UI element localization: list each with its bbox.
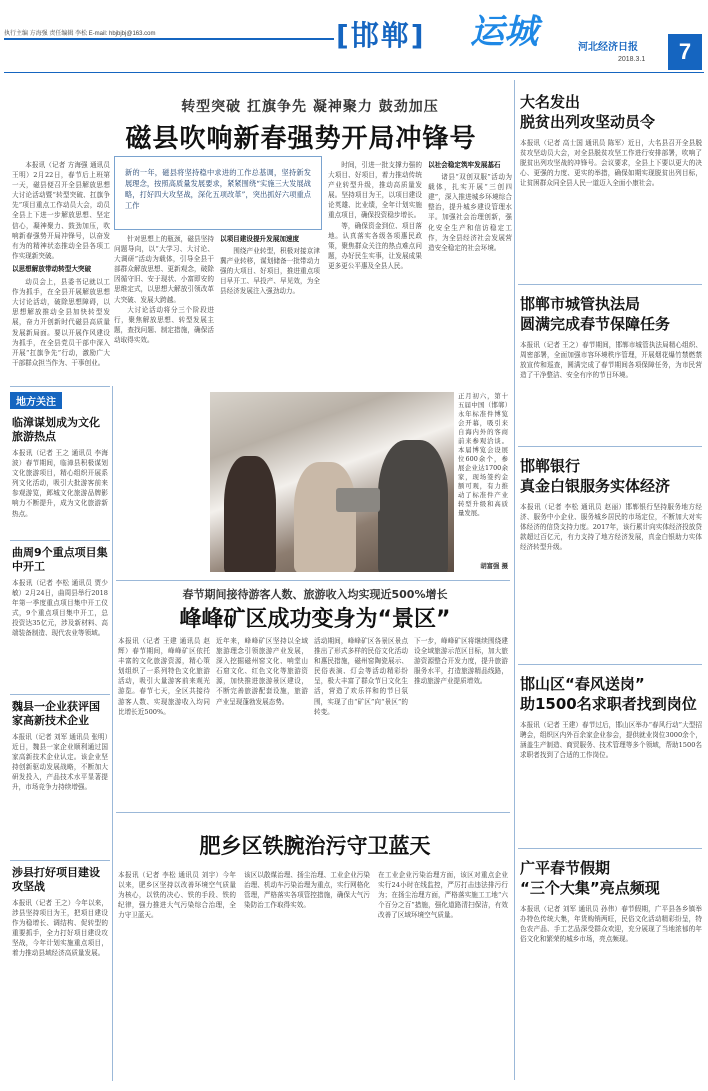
photo-product xyxy=(336,488,380,512)
third-story-top-rule xyxy=(116,812,510,813)
right-divider-2 xyxy=(518,446,702,447)
lead-pullquote-box xyxy=(114,156,322,230)
third-col-1: 本报讯（记者 李松 通讯员 刘宇）今年以来，肥乡区坚持以改善环境空气质量为核心，以铁的决心、铁的手段、铁的纪律，强力推进大气污染综合治理，全力守卫蓝天。 xyxy=(118,871,236,920)
lead-col4b-text: 诸县“双创双服”活动为载体，扎实开展“三创四建”，深入推进城乡环境综合整治，提升城乡建设管理水平。加强社会治理创新，强化安全生产和信访稳定工作，为全县经济社会发展营造安全稳定的社会环境。 xyxy=(428,173,512,252)
lead-col3-text: 时间，引进一批支撑力强的大项目、好项目，着力推动传统产业转型升级，推动高质量发展。坚持项目为王，以项目建设论英雄、比业绩，全年计划实施重点项目，确保投资稳步增长。 xyxy=(328,161,422,220)
quicklist-divider-1 xyxy=(10,540,110,541)
second-col-2: 近年来，峰峰矿区坚持以全域旅游理念引领旅游产业发展，深入挖掘磁州窑文化、响堂山石窟文化、红色文化等旅游资源，加快推进旅游景区建设，不断完善旅游配套设施，旅游产业呈现蓬勃发展态势。 xyxy=(216,637,308,706)
masthead-bottom-rule xyxy=(4,72,704,73)
photo-person-left xyxy=(224,456,276,572)
right-item-text: 本报讯（记者 李松 通讯员 赵丽）邯郸银行坚持服务地方经济、服务中小企业、服务城乡居民的市场定位，不断加大对实体经济的信贷支持力度。2017年，该行累计向实体经济投放贷款超过百亿元，有力支持了地方经济发展，真金白银助力实体经济转型升级。 xyxy=(520,503,702,552)
right-item-text: 本报讯（记者 王之）春节期间，邯郸市城管执法局精心组织、周密部署，全面加强市容环境秩序管理，开展烟花爆竹禁燃禁放宣传和巡查，圆满完成了春节期间各项保障任务，为市民营造了干净整洁、安全有序的节日环境。 xyxy=(520,341,702,380)
quicklist-item-2 xyxy=(12,546,108,686)
quicklist-tag-label: 地方关注 xyxy=(10,392,62,409)
masthead-brand-right: 运城 xyxy=(470,12,538,52)
right-item-1 xyxy=(520,92,702,288)
right-divider-4 xyxy=(518,848,702,849)
quicklist-item-text: 本报讯（记者 刘军 通讯员 张明）近日，魏县一家企业顺利通过国家高新技术企业认定。该企业坚持创新驱动发展战略，不断加大研发投入，产品技术水平显著提升，市场竞争力持续增强。 xyxy=(12,733,108,792)
right-item-headline: 广平春节假期 “三个大集”亮点频现 xyxy=(520,859,660,897)
third-col-2: 该区以散煤治理、扬尘治理、工业企业污染治理、机动车污染治理为重点，实行网格化管理，严格落实各项管控措施，确保大气污染防治工作取得实效。 xyxy=(244,871,370,910)
lead-kicker: 转型突破 扛旗争先 凝神聚力 鼓劲加压 xyxy=(181,99,439,115)
right-item-headline: 邯郸银行 真金白银服务实体经济 xyxy=(520,457,671,495)
lead-subhead-3: 以社会稳定筑牢发展基石 xyxy=(428,161,501,169)
lead-col2b-text: 大讨论活动将分三个阶段进行，聚焦解放思想、转型发展主题，查找问题、制定措施，确保活动取得实效。 xyxy=(114,305,214,344)
right-item-2 xyxy=(520,294,702,440)
quicklist-item-text: 本报讯（记者 王之）今年以来，涉县坚持项目为王，把项目建设作为稳增长、调结构、促转型的重要抓手，全力打好项目建设攻坚战，今年计划实施重点项目，着力推动县域经济高质量发展。 xyxy=(12,899,108,958)
lead-col-2 xyxy=(114,234,214,384)
quicklist-item-headline: 魏县一企业获评国家高新技术企业 xyxy=(12,700,100,727)
staff-line: 执行主编 方海强 责任编辑 李松 E-mail: hbjbjbj@163.com xyxy=(4,31,156,37)
quicklist-tag xyxy=(10,392,62,409)
page-number: 7 xyxy=(668,34,702,70)
right-item-headline: 大名发出 脱贫出列攻坚动员令 xyxy=(520,93,656,131)
lead-col1-text: 本报讯（记者 方海强 通讯员 王明）2月22日，春节后上班第一天，磁县便召开全县解放思想大讨论活动暨“转型突破、扛旗争先”项目重点工作动员大会，动员全县上下进一步解放思想、坚定信心，凝神聚力、鼓劲加压，吹响新春强势开局冲锋号，以奋发有为的精神状态推动全县各项工作实现新突破。 xyxy=(12,161,110,260)
second-col-3: 活动期间，峰峰矿区各景区景点推出了形式多样的民俗文化活动和惠民措施，磁州窑陶瓷展示、民俗表演、灯会等活动精彩纷呈，极大丰富了群众节日文化生活，营造了欢乐祥和的节日氛围，实现了由“矿区”向“景区”的转变。 xyxy=(314,637,408,716)
third-col-3: 在工业企业污染治理方面，该区对重点企业实行24小时在线监控，严厉打击违法排污行为；在扬尘治理方面，严格落实施工工地“六个百分之百”措施，强化道路清扫保洁，有效改善了区域环境空气质量。 xyxy=(378,871,508,920)
photo-person-right xyxy=(378,440,448,572)
quicklist-item-headline: 临漳谋划成为文化旅游热点 xyxy=(12,416,100,443)
right-column-rule xyxy=(514,80,515,1080)
quicklist-item-1 xyxy=(12,416,108,558)
quicklist-item-text: 本报讯（记者 李松 通讯员 贾少敏）2月24日，曲周县举行2018年第一季度重点项目集中开工仪式，9个重点项目集中开工，总投资达35亿元，涉及新材料、高端装备制造、现代农业等领域。 xyxy=(12,579,108,638)
issue-date: 2018.3.1 xyxy=(618,56,646,63)
quicklist-item-text: 本报讯（记者 王之 通讯员 李海波）春节期间，临漳县积极谋划文化旅游项目，精心组织开展系列文化活动，吸引大批游客前来参观游览，邺城文化旅游品牌影响力不断提升，成为文化旅游新热点。 xyxy=(12,449,108,518)
right-item-4 xyxy=(520,674,702,844)
left-column-rule xyxy=(112,386,113,1081)
second-kicker: 春节期间接待游客人数、旅游收入均实现近500%增长 xyxy=(182,588,448,601)
lead-subhead-2: 以项目建设提升发展加速度 xyxy=(220,235,300,243)
right-item-text: 本报讯（记者 王建）春节过后，邯山区举办“春风行动”大型招聘会，组织区内外百余家企业参会，提供就业岗位3000余个，涵盖生产制造、商贸服务、技术管理等多个领域，帮助1500名求职者找到了合适的工作岗位。 xyxy=(520,721,702,760)
right-divider-1 xyxy=(518,284,702,285)
right-divider-3 xyxy=(518,664,702,665)
lead-subhead-1: 以思想解放带动转型大突破 xyxy=(12,264,92,273)
right-item-5 xyxy=(520,858,702,1074)
paper-name: 河北经济日报 xyxy=(578,42,638,53)
lead-col4-text: 等，确保资金到位、项目落地。认真落实各级各项惠民政策，聚焦群众关注的热点难点问题，办好民生实事，让发展成果更多更公平惠及全县人民。 xyxy=(328,221,422,270)
lead-col3b-text: 围绕产业转型，积极对接京津冀产业转移，谋划储备一批带动力强的大项目、好项目，推进重点项目早开工、早投产、早见效，为全县经济发展注入强劲动力。 xyxy=(220,247,320,296)
right-item-3 xyxy=(520,456,702,652)
photo-caption: 正月初六，第十五届中国（邯郸）永年标准件博览会开幕，吸引来自海内外的客商前来参观洽谈。本届博览会设展位600余个，参展企业达1700余家，现场签约金额可观，有力推动了标准件产业转型升级和高质量发展。 xyxy=(458,392,508,517)
second-headline: 峰峰矿区成功变身为“景区” xyxy=(179,607,451,632)
quicklist-item-headline: 涉县打好项目建设攻坚战 xyxy=(12,866,100,893)
quicklist-divider-2 xyxy=(10,694,110,695)
lead-col2-text: 针对思想上的瓶颈，磁县坚持问题导向，以“大学习、大讨论、大调研”活动为载体，引导全县干部群众解放思想、更新观念，破除因循守旧、安于现状、小富即安的思维定式，以思想大解放引领改革大突破、发展大跨越。 xyxy=(114,235,214,304)
quicklist-item-3 xyxy=(12,700,108,840)
quicklist-divider-3 xyxy=(10,860,110,861)
lead-col-1 xyxy=(12,160,110,380)
lead-col-5 xyxy=(428,160,512,380)
masthead-brand-left: [邯郸] xyxy=(336,19,426,52)
news-photo xyxy=(210,392,454,572)
masthead-rule-left xyxy=(4,38,334,40)
quicklist-item-4 xyxy=(12,866,108,1078)
right-item-text: 本报讯（记者 刘军 通讯员 孙伟）春节假期，广平县各乡镇举办特色传统大集，年货购销两旺，民俗文化活动精彩纷呈，特色农产品、手工艺品深受群众欢迎，充分展现了当地浓郁的年俗文化和繁荣的城乡市场，亮点频现。 xyxy=(520,905,702,944)
lead-col-4 xyxy=(328,160,422,380)
quicklist-top-rule xyxy=(10,386,110,387)
right-item-headline: 邯山区“春风送岗” 助1500名求职者找到岗位 xyxy=(520,675,697,713)
lead-col-3 xyxy=(220,234,320,384)
lead-headline: 磁县吹响新春强势开局冲锋号 xyxy=(125,124,477,154)
lead-col1b-text: 动员会上，县委书记就以工作为抓手，在全县开展解放思想大讨论活动，破除思想障碍，以思想解放推动全县加快转型发展，奋力开创新时代磁县高质量发展新局面。要以开展作风建设为抓手，在全县党员干部中深入开展“扛旗争先”行动，激励广大干部群众担当作为、干事创业。 xyxy=(12,278,110,367)
lead-pullquote: 新的一年，磁县将坚持稳中求进的工作总基调，坚持新发展理念，按照高质量发展要求，紧紧围绕“实施三大发展战略，打好四大攻坚战，深化五项改革”，突出抓好六项重点工作 xyxy=(125,168,311,210)
second-col-1: 本报讯（记者 王建 通讯员 赵辉）春节期间，峰峰矿区依托丰富的文化旅游资源，精心策划组织了一系列特色文化旅游活动，吸引大量游客前来观光游览。春节七天，全区共接待游客人数、实现旅游收入均同比增长近500%。 xyxy=(118,637,210,716)
photo-person-center xyxy=(294,462,356,572)
right-item-headline: 邯郸市城管执法局 圆满完成春节保障任务 xyxy=(520,295,671,333)
second-col-4: 下一步，峰峰矿区将继续围绕建设全域旅游示范区目标，加大旅游资源整合开发力度，提升旅游服务水平，打造旅游精品线路，推动旅游产业提质增效。 xyxy=(414,637,508,686)
third-headline: 肥乡区铁腕治污守卫蓝天 xyxy=(199,834,431,858)
photo-credit: 胡富强 摄 xyxy=(480,562,508,570)
right-item-text: 本报讯（记者 高士国 通讯员 陈军）近日，大名县召开全县脱贫攻坚动员大会，对全县脱贫攻坚工作进行安排部署，吹响了脱贫出列攻坚战的冲锋号。会议要求，全县上下要以更大的决心、更强的力度、更实的举措，确保如期实现脱贫出列目标，让贫困群众同全县人民一道迈入全面小康社会。 xyxy=(520,139,702,188)
second-story-top-rule xyxy=(116,580,510,581)
quicklist-item-headline: 曲周9个重点项目集中开工 xyxy=(12,546,108,573)
